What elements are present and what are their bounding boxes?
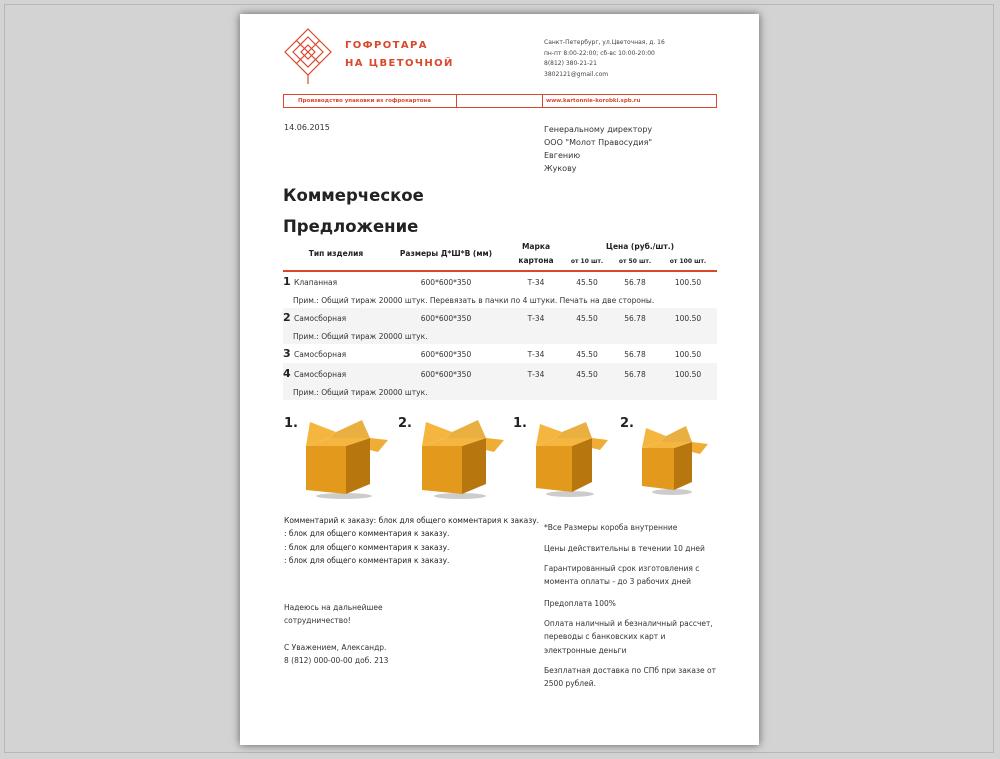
row-brand: Т-34 <box>527 370 545 379</box>
row-price-50: 56.78 <box>624 278 646 287</box>
closing-line: сотрудничество! <box>284 616 351 625</box>
condition-item: Цены действительны в течении 10 дней <box>544 544 705 553</box>
row-price-10: 45.50 <box>576 314 598 323</box>
row-type: Самосборная <box>294 350 347 359</box>
signature <box>284 641 388 667</box>
row-brand: Т-34 <box>527 350 545 359</box>
box-label: 2. <box>398 416 412 431</box>
contact-hours: пн-пт 8:00-22:00; сб-вс 10:00-20:00 <box>544 49 655 57</box>
cardboard-box-image <box>530 418 612 498</box>
col-header-price-10: от 10 шт. <box>570 258 604 265</box>
company-name-line1: ГОФРОТАРА <box>345 40 428 51</box>
comment-line: : блок для общего комментария к заказу. <box>284 556 450 566</box>
row-brand: Т-34 <box>527 278 545 287</box>
recipient-last-name: Жукову <box>544 164 577 173</box>
order-comments <box>284 514 539 568</box>
row-size: 600*600*350 <box>420 278 472 287</box>
row-price-100: 100.50 <box>674 370 702 379</box>
col-header-brand-line1: Марка <box>521 242 551 251</box>
row-size: 600*600*350 <box>420 370 472 379</box>
strip-production: Производство упаковки из гофрокартона <box>298 98 431 104</box>
condition-item: Предоплата 100% <box>544 599 616 608</box>
row-price-100: 100.50 <box>674 278 702 287</box>
row-number: 2 <box>283 311 291 324</box>
cardboard-box-image <box>416 416 508 500</box>
contact-phone: 8(812) 380-21-21 <box>544 60 597 67</box>
row-note: Прим.: Общий тираж 20000 штук. <box>293 332 428 341</box>
col-header-price-100: от 100 шт. <box>669 258 707 265</box>
comment-line: Комментарий к заказу: блок для общего комментария к заказу. <box>284 516 540 525</box>
condition-item: Гарантированный срок изготовления с момента оплаты - до 3 рабочих дней <box>544 564 700 587</box>
company-logo-icon <box>283 27 333 85</box>
row-price-10: 45.50 <box>576 350 598 359</box>
recipient-company: ООО "Молот Правосудия" <box>544 138 653 147</box>
row-note: Прим.: Общий тираж 20000 штук. <box>293 388 428 397</box>
title-line1: Коммерческое <box>283 186 424 205</box>
signature-name: С Уважением, Александр. <box>284 643 387 652</box>
row-brand: Т-34 <box>527 314 545 323</box>
contact-address: Санкт-Петербург, ул.Цветочная, д. 16 <box>544 39 665 46</box>
cardboard-box-image <box>636 424 712 496</box>
box-label: 2. <box>620 416 634 431</box>
row-type: Клапанная <box>294 278 338 287</box>
strip-divider <box>542 95 543 107</box>
contact-email: 3802121@gmail.com <box>544 70 609 78</box>
signature-phone: 8 (812) 000-00-00 доб. 213 <box>284 656 389 665</box>
company-name <box>345 37 454 73</box>
recipient-block <box>544 123 652 175</box>
row-number: 4 <box>283 367 291 380</box>
row-size: 600*600*350 <box>420 314 472 323</box>
col-header-price: Цена (руб./шт.) <box>606 242 674 251</box>
row-price-100: 100.50 <box>674 350 702 359</box>
row-number: 1 <box>283 275 291 288</box>
closing-wish <box>284 601 383 627</box>
condition-item: *Все Размеры короба внутренние <box>544 523 678 532</box>
title-line2: Предложение <box>283 217 419 236</box>
contact-block <box>544 38 665 80</box>
recipient-first-name: Евгению <box>544 151 581 160</box>
col-header-type: Тип изделия <box>308 249 364 258</box>
info-strip <box>283 94 717 108</box>
row-price-50: 56.78 <box>624 350 646 359</box>
row-price-10: 45.50 <box>576 370 598 379</box>
recipient-position: Генеральному директору <box>544 125 653 134</box>
row-price-100: 100.50 <box>674 314 702 323</box>
comment-line: : блок для общего комментария к заказу. <box>284 529 450 539</box>
row-type: Самосборная <box>294 314 347 323</box>
comment-line: : блок для общего комментария к заказу. <box>284 542 450 552</box>
row-price-10: 45.50 <box>576 278 598 287</box>
row-price-50: 56.78 <box>624 370 646 379</box>
closing-line: Надеюсь на дальнейшее <box>284 603 383 612</box>
col-header-brand-line2: картона <box>518 256 554 265</box>
strip-website-link[interactable]: www.kartonnie-korobki.spb.ru <box>546 98 641 104</box>
box-label: 1. <box>513 416 527 431</box>
cardboard-box-image <box>298 416 392 500</box>
row-price-50: 56.78 <box>624 314 646 323</box>
document-date: 14.06.2015 <box>284 123 330 132</box>
page-title <box>283 180 424 242</box>
row-number: 3 <box>283 347 291 360</box>
col-header-price-50: от 50 шт. <box>618 258 652 265</box>
condition-item: Безплатная доставка по СПб при заказе от 2500 рублей. <box>544 666 716 689</box>
row-size: 600*600*350 <box>420 350 472 359</box>
strip-divider <box>456 95 457 107</box>
table-header-rule <box>283 270 717 272</box>
row-type: Самосборная <box>294 370 347 379</box>
row-note: Прим.: Общий тираж 20000 штук. Перевязать в пачки по 4 штуки. Печать на две стороны. <box>293 296 655 305</box>
col-header-size: Размеры Д*Ш*В (мм) <box>399 249 493 258</box>
company-name-line2: НА ЦВЕТОЧНОЙ <box>345 58 454 69</box>
condition-item: Оплата наличный и безналичный рассчет, переводы с банковских карт и электронные деньги <box>544 619 713 655</box>
box-label: 1. <box>284 416 298 431</box>
